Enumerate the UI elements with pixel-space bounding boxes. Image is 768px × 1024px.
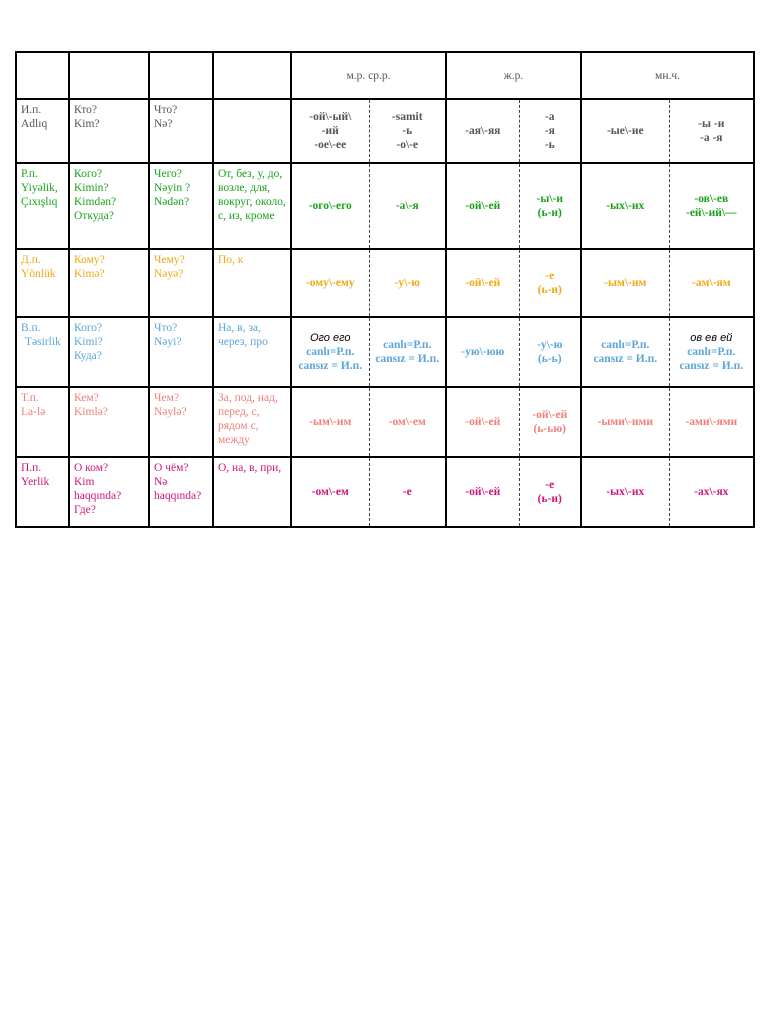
row-instrumental [16,387,754,457]
ending-plural-noun: -ах\-ях [669,457,754,527]
prepositions: О, на, в, при, [213,457,291,527]
question-what: Чего? Nəyin ? Nədən? [149,163,213,249]
ending-fem-adj: -ой\-ей [446,163,519,249]
prepositions: По, к [213,249,291,317]
ending-plural-noun: -ам\-ям [669,249,754,317]
ending-fem-noun: -е (ь-и) [519,249,581,317]
prepositions: На, в, за, через, про [213,317,291,387]
ending-fem-adj: -ой\-ей [446,457,519,527]
header-plural: мн.ч. [581,52,754,99]
question-what: Что? Nəyi? [149,317,213,387]
question-what: Чему? Nəyə? [149,249,213,317]
ending-masc-adj: -ому\-ему [291,249,369,317]
case-name: В.п. Təsirlik [16,317,69,387]
header-empty-cell [69,52,149,99]
animacy-note: Ого его [309,332,351,344]
question-what: Чем? Nəylə? [149,387,213,457]
row-prepositional [16,457,754,527]
header-empty-cell [16,52,69,99]
ending-plural-adj: -ых\-их [581,457,669,527]
row-nominative [16,99,754,163]
case-name: П.п. Yerlik [16,457,69,527]
header-masc-neut: м.р. ср.р. [291,52,446,99]
row-genitive [16,163,754,249]
ending-fem-adj: -ая\-яя [446,99,519,163]
animacy-note: ов ев ей [690,332,733,344]
question-who: Кого? Kimi? Куда? [69,317,149,387]
prepositions [213,99,291,163]
ending-masc-adj: -ой\-ый\ -ий -ое\-ее [291,99,369,163]
ending-masc-adj: -ого\-его [291,163,369,249]
ending-masc-noun: -у\-ю [369,249,446,317]
ending-fem-noun: -у\-ю (ь-ь) [519,317,581,387]
ending-plural-noun: -ами\-ями [669,387,754,457]
header-empty-cell [213,52,291,99]
header-empty-cell [149,52,213,99]
ending-masc-adj: -ым\-им [291,387,369,457]
ending-fem-noun: -е (ь-и) [519,457,581,527]
case-name: Р.п. Yiyəlik, Çıxışlıq [16,163,69,249]
row-dative [16,249,754,317]
ending-masc-noun: canlı=Р.п. cansız = И.п. [369,317,446,387]
ending-plural-adj: canlı=Р.п. cansız = И.п. [581,317,669,387]
header-row [16,52,754,99]
ending-masc-noun: -samit -ь -о\-е [369,99,446,163]
prepositions: За, под, над, перед, с, рядом с, между [213,387,291,457]
ending-plural-adj: -ыми\-ими [581,387,669,457]
ending-fem-adj: -ой\-ей [446,387,519,457]
ending-plural-noun: ов ев ей canlı=Р.п. cansız = И.п. [669,317,754,387]
row-accusative [16,317,754,387]
ending-fem-adj: -ой\-ей [446,249,519,317]
question-who: Кем? Kimlə? [69,387,149,457]
ending-plural-noun: -ов\-ев -ей\-ий\— [669,163,754,249]
question-who: О ком? Kim haqqında? Где? [69,457,149,527]
ending-masc-adj: Ого его canlı=Р.п. cansız = И.п. [291,317,369,387]
ending-fem-noun: -ы\-и (ь-и) [519,163,581,249]
ending-masc-noun: -е [369,457,446,527]
ending-plural-adj: -ые\-ие [581,99,669,163]
question-what: О чём? Nə haqqında? [149,457,213,527]
ending-masc-noun: -а\-я [369,163,446,249]
ending-fem-adj: -ую\-юю [446,317,519,387]
declension-table [15,51,755,528]
question-who: Кто? Kim? [69,99,149,163]
ending-masc-noun: -ом\-ем [369,387,446,457]
question-who: Кому? Kimə? [69,249,149,317]
ending-masc-adj: -ом\-ем [291,457,369,527]
case-name: Д.п. Yönlük [16,249,69,317]
ending-plural-noun: -ы -и -а -я [669,99,754,163]
question-who: Кого? Kimin? Kimdən? Откуда? [69,163,149,249]
ending-plural-adj: -ым\-им [581,249,669,317]
prepositions: От, без, у, до, возле, для, вокруг, около, с, из, кроме [213,163,291,249]
ending-fem-noun: -ой\-ей (ь-ью) [519,387,581,457]
ending-fem-noun: -а -я -ь [519,99,581,163]
question-what: Что? Nə? [149,99,213,163]
case-name: И.п. Adlıq [16,99,69,163]
ending-plural-adj: -ых\-их [581,163,669,249]
header-fem: ж.р. [446,52,581,99]
case-name: Т.п. La-lə [16,387,69,457]
